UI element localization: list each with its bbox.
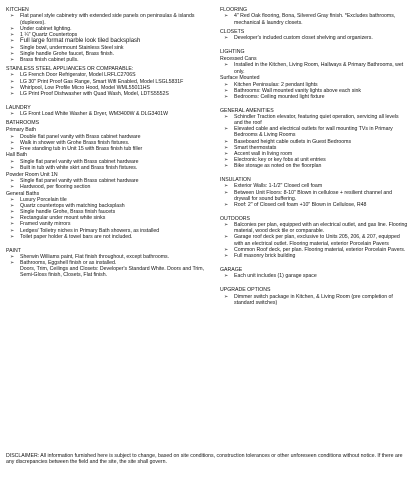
spec-item-text: Roof: 2" of Closed cell foam +10" Blown in Cellulose, R48	[234, 201, 367, 208]
spec-item-text: Single handle Grohe, Brass finish faucets	[20, 209, 116, 216]
arrow-bullet-icon: ➢	[10, 56, 15, 63]
left-column	[6, 4, 214, 278]
spec-item-text: Kitchen Peninsulas: 2 pendant lights	[234, 81, 318, 88]
arrow-bullet-icon: ➢	[10, 233, 15, 240]
spec-item-text: Whirlpool, Low Profile Micro Hood, Model WML55011HS	[20, 84, 150, 91]
arrow-bullet-icon: ➢	[224, 150, 229, 157]
arrow-bullet-icon: ➢	[10, 215, 15, 222]
section-heading: KITCHEN	[6, 7, 29, 13]
spacer	[6, 240, 214, 245]
spec-item	[220, 234, 408, 246]
spec-item-text: Toilet paper holder & towel bars are not included.	[20, 233, 133, 240]
spec-item-text: Luxury Porcelain tile	[20, 197, 67, 204]
spec-item-text: Flat panel style cabinetry with extended side panels on peninsulas & islands (duplexes).	[20, 13, 195, 26]
spec-item-text: Exterior Walls: 1-1/2" Closed cell foam	[234, 183, 323, 190]
right-column	[220, 4, 408, 306]
subsection-heading: Surface Mounted	[220, 75, 260, 82]
subsection-heading: Powder Room Unit 1N	[6, 171, 58, 178]
arrow-bullet-icon: ➢	[10, 158, 15, 165]
spec-item	[220, 273, 408, 279]
spec-paragraph: Doors, Trim, Ceilings and Closets: Developer's Standard White. Doors and Trim, Semi-Gloss finish, Closets, Flat finish.	[20, 266, 205, 279]
spec-item	[6, 165, 214, 171]
arrow-bullet-icon: ➢	[224, 234, 229, 241]
arrow-bullet-icon: ➢	[10, 197, 15, 204]
arrow-bullet-icon: ➢	[10, 25, 15, 32]
spec-item-text: Free standing tub in Unit 15 with Brass finish tub filler	[20, 145, 143, 152]
spec-item	[6, 234, 214, 240]
spec-item-text: Framed vanity mirrors	[20, 221, 71, 228]
arrow-bullet-icon: ➢	[224, 162, 229, 169]
section-heading: GENERAL AMENITIES	[220, 107, 274, 114]
spec-item-text: Bedrooms: Ceiling mounted light fixture	[234, 93, 325, 100]
arrow-bullet-icon: ➢	[10, 227, 15, 234]
spec-item-text: Single flat panel vanity with Brass cabinet hardware	[20, 158, 139, 165]
spec-item-text: LG 30" Print Proof Gas Range, Smart Wifi Enabled, Model LSGL5831F	[20, 78, 184, 85]
spec-item-text: Developer's included custom closet shelving and organizers.	[234, 35, 373, 41]
arrow-bullet-icon: ➢	[10, 145, 15, 152]
spec-item-text: Rectangular under mount white sinks	[20, 215, 106, 222]
spec-item-text: Under cabinet lighting.	[20, 25, 72, 32]
spec-item-text: LG Print Proof Dishwasher with Quad Wash, Model, LDTS5552S	[20, 90, 169, 97]
arrow-bullet-icon: ➢	[10, 50, 15, 57]
arrow-bullet-icon: ➢	[224, 126, 229, 133]
arrow-bullet-icon: ➢	[10, 164, 15, 171]
spec-item-text: Bathrooms, Eggshell finish or as installed.	[20, 260, 117, 267]
spec-item-text: Full large format marble look tiled backsplash	[20, 37, 141, 44]
spacer	[220, 208, 408, 213]
arrow-bullet-icon: ➢	[224, 114, 229, 121]
arrow-bullet-icon: ➢	[10, 177, 15, 184]
section-heading: GARAGE	[220, 266, 243, 273]
arrow-bullet-icon: ➢	[224, 81, 229, 88]
arrow-bullet-icon: ➢	[10, 84, 15, 91]
arrow-bullet-icon: ➢	[10, 184, 15, 191]
arrow-bullet-icon: ➢	[10, 209, 15, 216]
arrow-bullet-icon: ➢	[224, 273, 229, 280]
arrow-bullet-icon: ➢	[224, 189, 229, 196]
arrow-bullet-icon: ➢	[10, 139, 15, 146]
section-heading: LAUNDRY	[6, 104, 31, 111]
spec-item	[6, 146, 214, 152]
arrow-bullet-icon: ➢	[10, 111, 15, 118]
arrow-bullet-icon: ➢	[10, 221, 15, 228]
spacer	[220, 279, 408, 284]
subsection-heading: Recessed Cans	[220, 56, 257, 62]
spec-item-text: Baseboard height cable outlets in Guest Bedrooms	[234, 138, 352, 145]
spacer	[220, 169, 408, 174]
section-heading: LIGHTING	[220, 49, 245, 56]
spec-item	[6, 38, 214, 45]
spec-item-text: Electronic key or key fobs at unit entries	[234, 156, 326, 163]
arrow-bullet-icon: ➢	[224, 93, 229, 100]
spec-item	[220, 114, 408, 126]
spec-item	[220, 126, 408, 138]
spec-item-text: Balconies per plan, equipped with an electrical outlet, and gas line. Flooring material, wood deck tile or comparable.	[234, 222, 408, 235]
subsection-heading: Primary Bath	[6, 127, 36, 134]
arrow-bullet-icon: ➢	[224, 13, 229, 20]
spec-item	[220, 13, 408, 25]
spec-item-text: Schindler Traction elevator, featuring quiet operation, servicing all levels and the roof	[234, 114, 399, 127]
spec-item-text: Single handle Grohe faucet, Brass finish.	[20, 50, 115, 57]
arrow-bullet-icon: ➢	[224, 138, 229, 145]
spec-item-text: Single bowl, undermount Stainless Steel sink	[20, 44, 124, 51]
spec-item-text: Ledges/ Toiletry niches in Primary Bath showers, as installed	[20, 227, 160, 234]
spec-item-text: Each unit includes (1) garage space	[234, 273, 317, 280]
arrow-bullet-icon: ➢	[224, 144, 229, 151]
arrow-bullet-icon: ➢	[10, 254, 15, 261]
spec-item-text: Common Roof deck, per plan. Flooring material, exterior Porcelain Pavers.	[234, 246, 406, 253]
spec-item	[6, 57, 214, 63]
arrow-bullet-icon: ➢	[224, 183, 229, 190]
spacer	[220, 100, 408, 105]
section-heading: PAINT	[6, 247, 21, 254]
spec-item	[220, 35, 408, 41]
spec-item-text: LG Front Load White Washer & Dryer, WM3400W & DLG3401W	[20, 111, 168, 118]
spec-item	[6, 184, 214, 190]
spec-item-text: Full masonry brick building	[234, 252, 296, 259]
spec-item-text: Bike storage as noted on the floorplan	[234, 162, 322, 169]
arrow-bullet-icon: ➢	[224, 35, 229, 41]
spec-item-text: LG French Door Refrigerator, Model LRFLC2706S	[20, 72, 136, 79]
spec-item-text: Elevated cable and electrical outlets for wall mounting TVs in Primary Bedrooms & Living Rooms	[234, 126, 393, 139]
spec-item-text: Bathrooms: Wall mounted vanity lights above each sink	[234, 87, 361, 94]
arrow-bullet-icon: ➢	[224, 293, 229, 300]
spec-item	[6, 13, 214, 25]
arrow-bullet-icon: ➢	[224, 62, 229, 69]
spec-item	[6, 91, 214, 97]
spec-item-text: 4" Red Oak flooring, Bona, Silvered Gray finish. *Excludes bathrooms, mechanical & laundry closets.	[234, 13, 396, 26]
spec-item-text: Double flat panel vanity with Brass cabinet hardware	[20, 133, 141, 140]
section-heading: BATHROOMS	[6, 120, 40, 127]
spec-item-text: Brass finish cabinet pulls.	[20, 56, 79, 63]
spec-item	[6, 111, 214, 117]
spec-item-text: Dimmer switch package in Kitchen, & Living Room (pre completion of standard switches)	[234, 293, 393, 306]
spec-item-text: Garage roof deck per plan, exclusive to Units 205, 206, & 207, equipped with an electrical outlet. Flooring material, exterior Porcelain Pavers	[234, 234, 400, 247]
spec-item-text: Quartz countertops with matching backsplash	[20, 203, 125, 210]
spec-item	[220, 253, 408, 259]
spec-item-text: Installed in the Kitchen, Living Room, Hallways & Primary Bathrooms, wet only.	[234, 62, 404, 75]
arrow-bullet-icon: ➢	[10, 13, 15, 20]
subsection-heading: Hall Bath	[6, 152, 28, 159]
spec-item-text: Accent wall in living room	[234, 150, 293, 157]
spec-item-text: Sherwin Williams paint, Flat finish throughout, except bathrooms.	[20, 254, 170, 261]
disclaimer: DISCLAIMER: All information furnished here is subject to change, based on site conditions, construction tolerances or other unforeseen conditions without notice. If there are any discrepancies between the field and the site, the site shall govern.	[6, 453, 403, 466]
arrow-bullet-icon: ➢	[224, 246, 229, 253]
spacer	[220, 41, 408, 46]
spec-item-text: Between Unit Floors: 8-10" Blown in cellulose + resilient channel and drywall for sound buffering.	[234, 189, 392, 202]
subsection-heading: General Baths	[6, 190, 40, 197]
arrow-bullet-icon: ➢	[10, 72, 15, 79]
spec-item-text: Smart thermostats	[234, 144, 277, 151]
arrow-bullet-icon: ➢	[10, 78, 15, 85]
section-heading: STAINLESS STEEL APPLIANCES OR COMPARABLE:	[6, 66, 134, 73]
arrow-bullet-icon: ➢	[224, 156, 229, 163]
spec-item	[220, 222, 408, 234]
arrow-bullet-icon: ➢	[10, 37, 15, 44]
arrow-bullet-icon: ➢	[224, 201, 229, 208]
spec-item	[220, 62, 408, 74]
arrow-bullet-icon: ➢	[224, 222, 229, 229]
section-heading: UPGRADE OPTIONS	[220, 287, 271, 294]
arrow-bullet-icon: ➢	[10, 260, 15, 267]
spec-item	[220, 190, 408, 202]
arrow-bullet-icon: ➢	[10, 31, 15, 38]
section-heading: OUTDOORS	[220, 215, 250, 222]
spec-item-text: Single flat panel vanity with Brass cabinet hardware	[20, 177, 139, 184]
spec-item	[220, 294, 408, 306]
arrow-bullet-icon: ➢	[224, 252, 229, 259]
spacer	[6, 97, 214, 102]
section-heading: INSULATION	[220, 177, 251, 184]
section-heading: CLOSETS	[220, 28, 245, 35]
spec-item-text: 1 ¼" Quartz Countertops	[20, 31, 78, 38]
arrow-bullet-icon: ➢	[224, 87, 229, 94]
spec-item-text: Walk in shower with Grohe Brass finish fixtures.	[20, 139, 130, 146]
arrow-bullet-icon: ➢	[10, 90, 15, 97]
spec-item-text: Built in tub with white skirt and Brass finish fixtures.	[20, 164, 138, 171]
spec-item	[220, 163, 408, 169]
arrow-bullet-icon: ➢	[10, 44, 15, 51]
spec-item	[220, 202, 408, 208]
arrow-bullet-icon: ➢	[10, 203, 15, 210]
arrow-bullet-icon: ➢	[10, 133, 15, 140]
spec-item	[220, 94, 408, 100]
spacer	[220, 259, 408, 264]
section-heading: FLOORING	[220, 7, 248, 13]
spec-item-text: Hardwood, per flooring section	[20, 184, 91, 191]
